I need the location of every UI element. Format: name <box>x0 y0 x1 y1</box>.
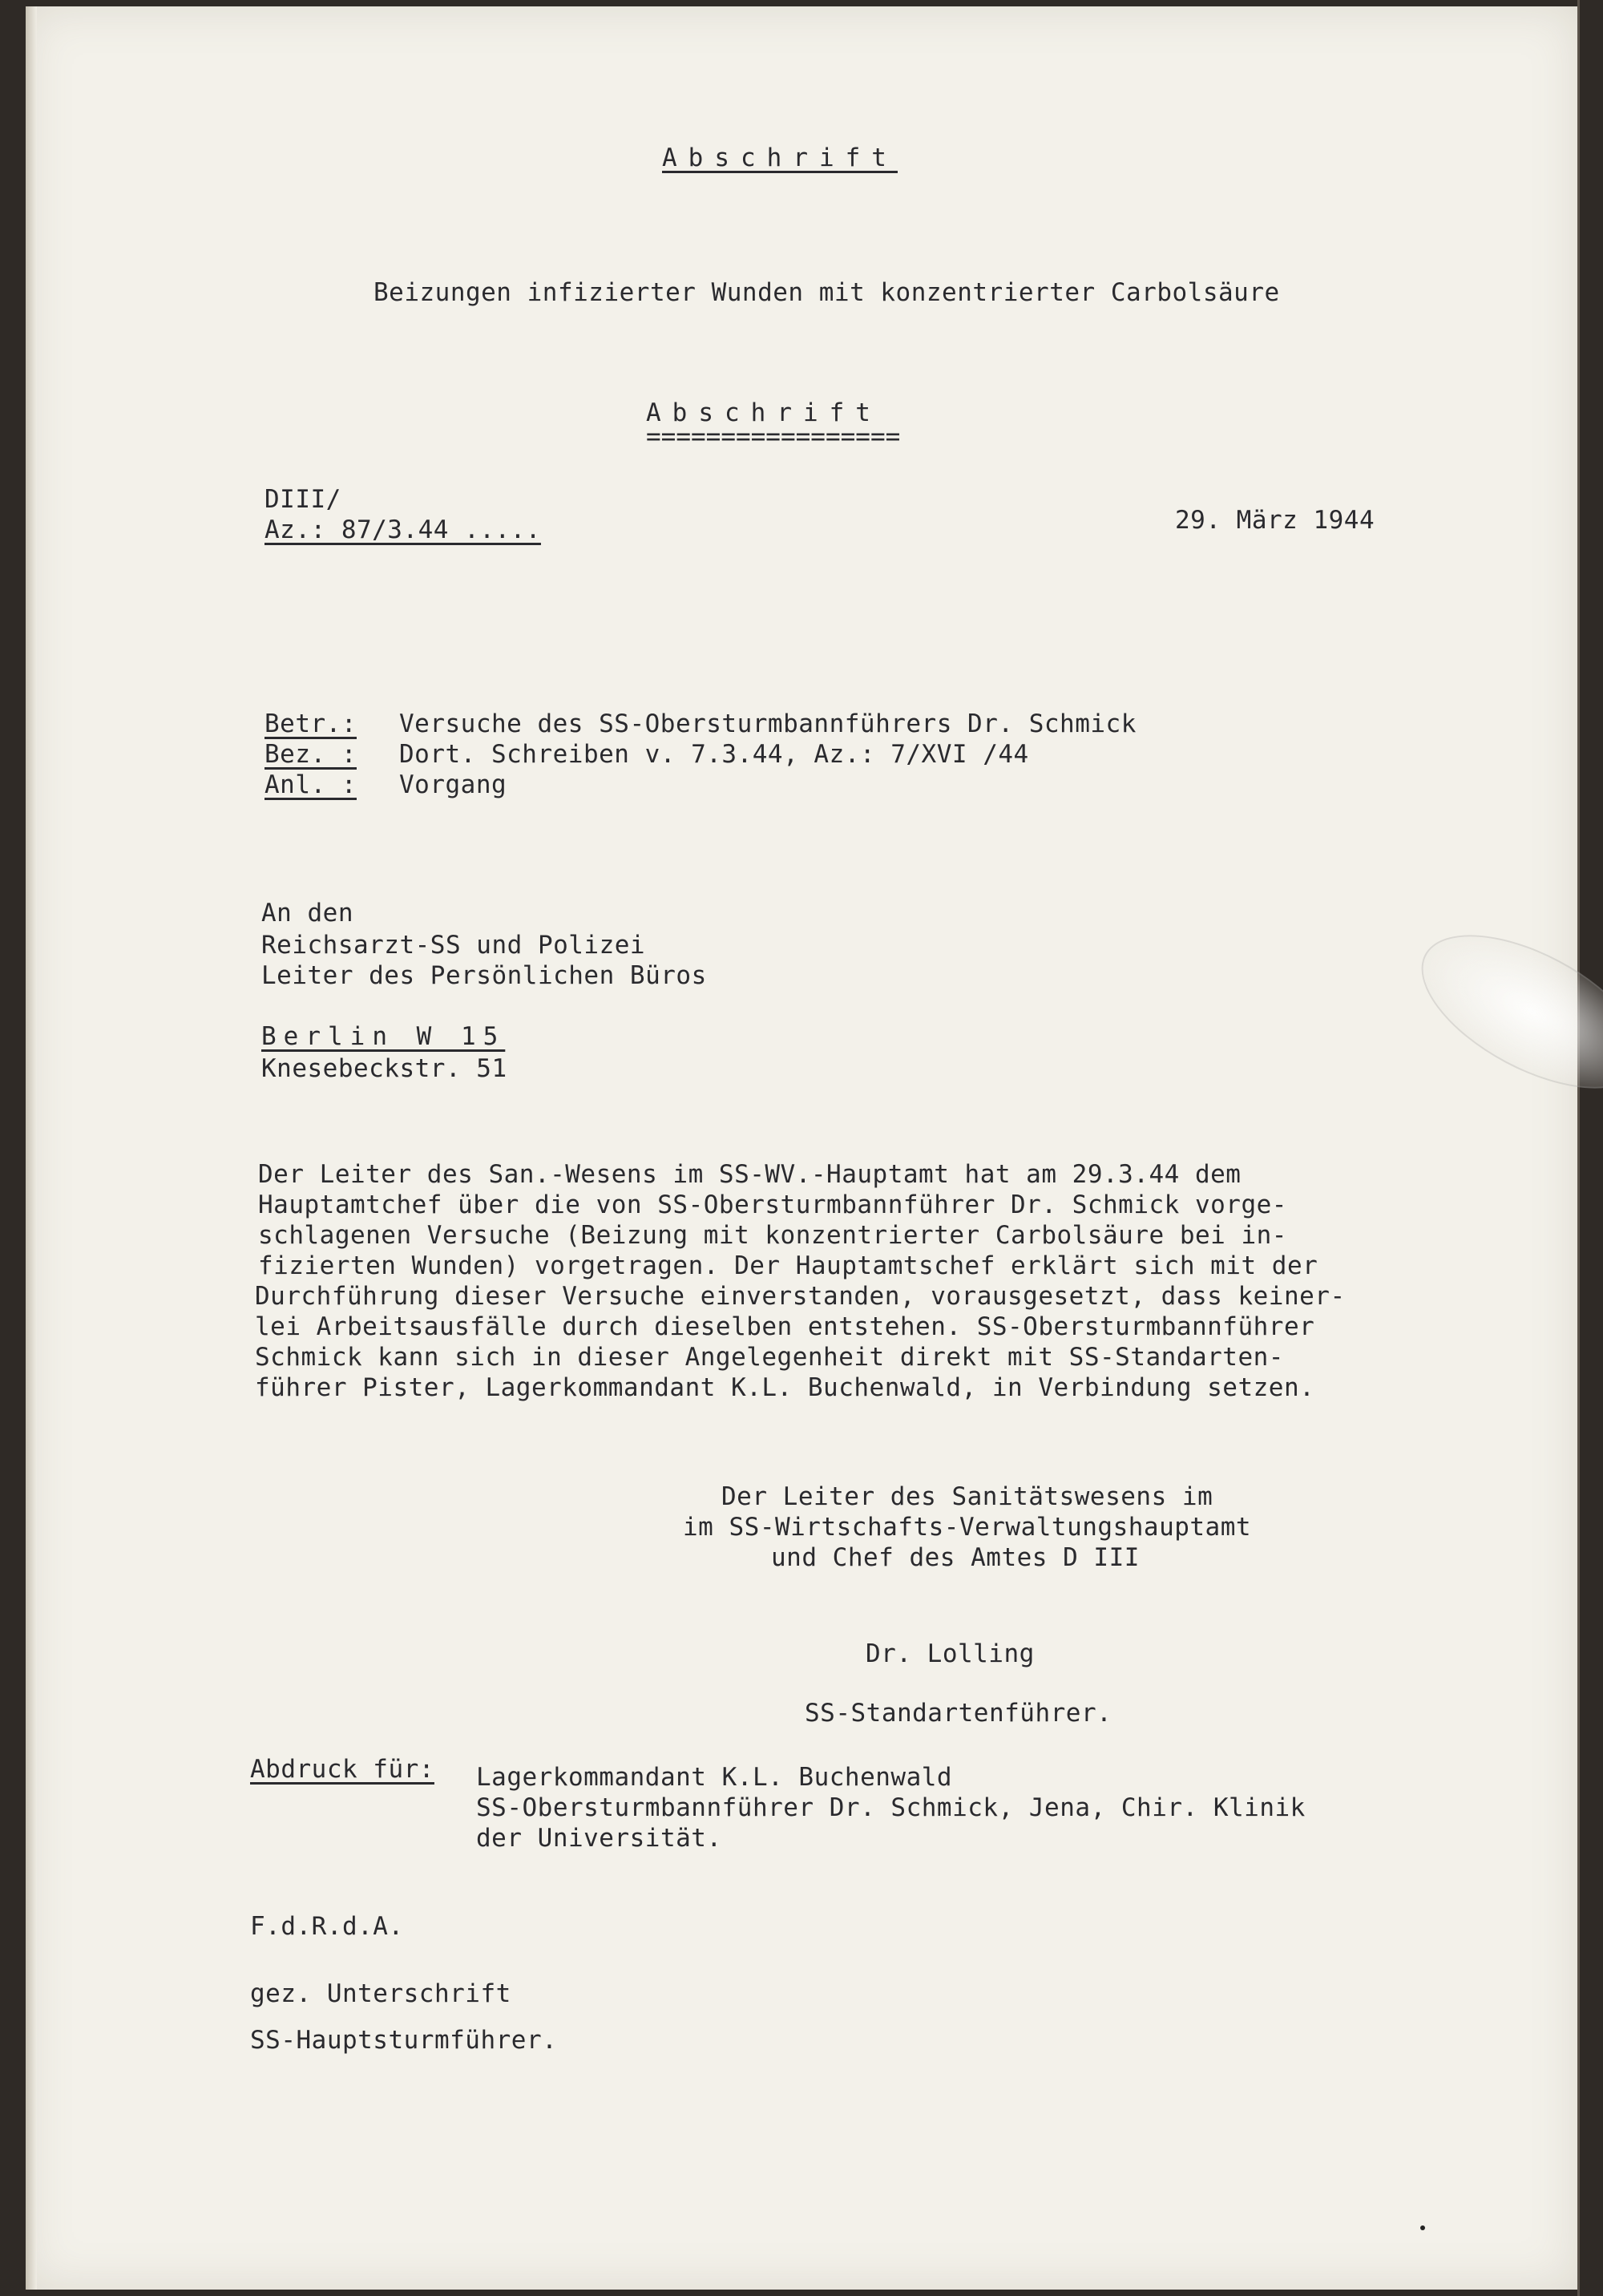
body-line: lei Arbeitsausfälle durch dieselben entstehen. SS-Obersturmbannführer <box>255 1312 1315 1341</box>
signature-line-3: und Chef des Amtes D III <box>771 1543 1140 1572</box>
body-line: fizierten Wunden) vorgetragen. Der Hauptamtschef erklärt sich mit der <box>258 1251 1318 1280</box>
address-line-2: Reichsarzt-SS und Polizei <box>261 931 646 960</box>
betreff-text: Versuche des SS-Obersturmbannführers Dr. Schmick <box>399 709 1137 738</box>
address-city: Berlin W 15 <box>261 1022 506 1051</box>
office-code: DIII/ <box>264 485 341 514</box>
page-binding-edge <box>26 6 37 2290</box>
abdruck-recipient: SS-Obersturmbannführer Dr. Schmick, Jena, Chir. Klinik <box>476 1793 1306 1822</box>
body-line: Schmick kann sich in dieser Angelegenheit direkt mit SS-Standarten- <box>255 1343 1284 1372</box>
bezug-text: Dort. Schreiben v. 7.3.44, Az.: 7/XVI /44 <box>399 740 1029 769</box>
file-reference: Az.: 87/3.44 ..... <box>264 515 541 544</box>
certifier-rank: SS-Hauptsturmführer. <box>250 2026 558 2055</box>
subject-heading: Beizungen infizierter Wunden mit konzentrierter Carbolsäure <box>373 278 1280 307</box>
signatory-name: Dr. Lolling <box>866 1639 1035 1668</box>
signature-line-2: im SS-Wirtschafts-Verwaltungshauptamt <box>683 1513 1252 1542</box>
betreff-label: Betr.: <box>264 709 357 738</box>
body-line: Durchführung dieser Versuche einverstanden, vorausgesetzt, dass keiner- <box>255 1282 1346 1311</box>
abdruck-recipient: Lagerkommandant K.L. Buchenwald <box>476 1763 953 1792</box>
anlage-text: Vorgang <box>399 770 507 799</box>
title-abschrift-top: Abschrift <box>662 144 898 172</box>
body-line: Der Leiter des San.-Wesens im SS-WV.-Hauptamt hat am 29.3.44 dem <box>258 1160 1242 1189</box>
document-page <box>26 6 1579 2290</box>
body-line: schlagenen Versuche (Beizung mit konzentrierter Carbolsäure bei in- <box>258 1221 1287 1250</box>
abdruck-recipient: der Universität. <box>476 1824 722 1853</box>
letter-date: 29. März 1944 <box>1175 506 1375 535</box>
anlage-label: Anl. : <box>264 770 357 799</box>
signatory-rank: SS-Standartenführer. <box>805 1699 1112 1728</box>
scan-border-line <box>1577 0 1580 2296</box>
signature-line-1: Der Leiter des Sanitätswesens im <box>721 1482 1213 1511</box>
address-line-3: Leiter des Persönlichen Büros <box>261 961 707 990</box>
title-double-rule: ================= <box>646 422 901 451</box>
bezug-label: Bez. : <box>264 740 357 769</box>
address-street: Knesebeckstr. 51 <box>261 1054 507 1083</box>
body-line: Hauptamtchef über die von SS-Obersturmbannführer Dr. Schmick vorge- <box>258 1190 1287 1219</box>
ink-speck <box>1420 2225 1425 2230</box>
title-abschrift-second: Abschrift <box>646 398 882 427</box>
signed-note: gez. Unterschrift <box>250 1979 511 2008</box>
abdruck-label: Abdruck für: <box>250 1755 434 1784</box>
body-line: führer Pister, Lagerkommandant K.L. Buchenwald, in Verbindung setzen. <box>255 1373 1315 1402</box>
fdrda: F.d.R.d.A. <box>250 1912 404 1941</box>
address-line-1: An den <box>261 899 353 928</box>
